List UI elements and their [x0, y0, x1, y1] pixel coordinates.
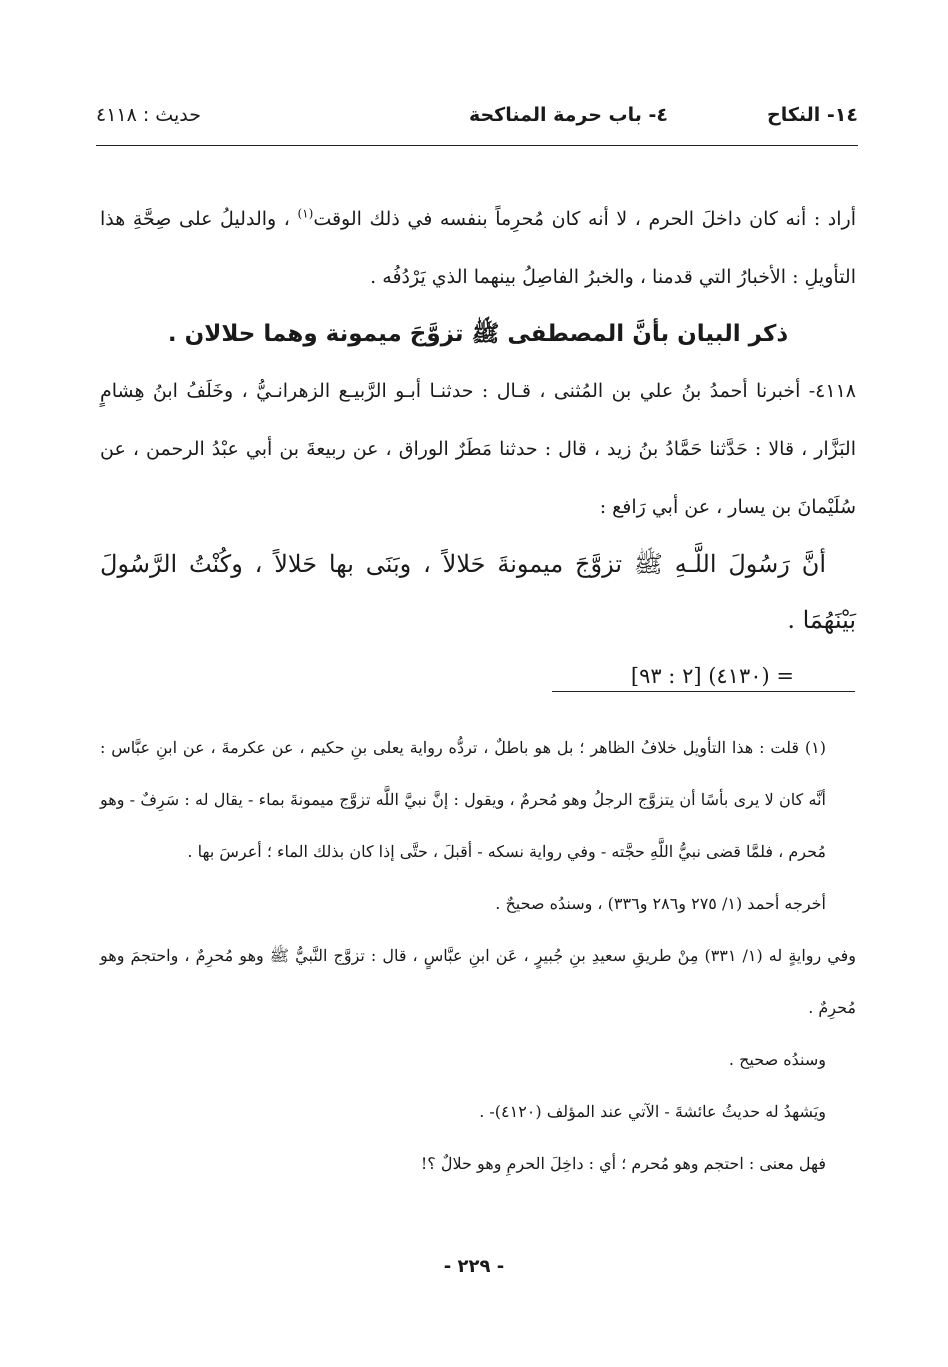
section-title: ٤- باب حرمة المناكحة: [468, 104, 668, 126]
running-header: [96, 100, 858, 140]
intro-text: أراد : أنه كان داخلَ الحرم ، لا أنه كان مُحرِماً بنفسه في ذلك الوقت: [313, 208, 856, 230]
cross-reference: = (٤١٣٠) [٢ : ٩٣]: [630, 664, 794, 688]
hadith-matn: أنَّ رَسُولَ اللَّـهِ ﷺ تزوَّجَ ميمونةَ حَلالاً ، وبَنَى بها حَلالاً ، وكُنْتُ الرَّسُولَ بَيْنَهُمَا .: [100, 550, 856, 634]
intro-continuation: ، والدليلُ على صِحَّةِ هذا التأويلِ : الأخبارُ التي قدمنا ، والخبرُ الفاصِلُ بينهما الذي يَرْدُفُه .: [100, 208, 856, 288]
page-number: - ٢٢٩ -: [443, 1256, 505, 1277]
footnotes-section: [100, 722, 856, 1190]
footnote-paragraph: أخرجه أحمد (١/ ٢٧٥ و٢٨٦ و٣٣٦) ، وسندُه صحيحٌ .: [495, 894, 826, 913]
isnad-paragraph: ٤١١٨- أخبرنا أحمدُ بنُ علي بن المُثنى ، قـال : حدثنـا أبـو الرَّبيـع الزهرانـيُّ ، وخَلَفُ ابنُ هِشامٍ البَزَّار ، قالا : حَدَّثنا حَمَّادُ بنُ زيد ، قال : حدثنا مَطَرٌ الوراق ، عن ربيعةَ بن أبي عبْدُ الرحمن ، عن سُلَيْمانَ بن يسار ، عن أبي رَافع :: [100, 380, 856, 518]
header-divider: [96, 145, 858, 146]
main-text: [100, 190, 856, 704]
footnote-divider: [552, 691, 855, 692]
footnote-paragraph: فهل معنى : احتجم وهو مُحرم ؛ أي : داخِلَ الحرمِ وهو حلالٌ ؟!: [420, 1154, 826, 1173]
intro-paragraph: [100, 190, 856, 306]
footnote-paragraph: (١) قلت : هذا التأويل خلافُ الظاهر ؛ بل هو باطلٌ ، تردُّه رواية يعلى بنِ حكيم ، عن عكرمةَ ، عن ابنِ عبَّاس : أنَّه كان لا يرى بأسًا أن يتزوَّج الرجلُ وهو مُحرمٌ ، ويقول : إنَّ نبيَّ اللَّه تزوَّج ميمونةَ بماء - يقال له : سَرِفٌ - وهو مُحرم ، فلمَّا قضى نبيُّ اللَّهِ حجَّته - وفي رواية نسكه - أقبلَ ، حتَّى إذا كان بذلك الماء ؛ أعرسَ بها .: [100, 738, 826, 861]
hadith-text: [100, 536, 856, 648]
chapter-heading: ذكر البيان بأنَّ المصطفى ﷺ تزوَّجَ ميمونة وهما حلالان .: [167, 321, 789, 347]
hadith-number: حديث : ٤١١٨: [96, 104, 201, 126]
footnote-paragraph: وفي روايةٍ له (١/ ٣٣١) مِنْ طريقِ سعيدِ بنِ جُبيرٍ ، عَن ابنِ عبَّاسٍ ، قال : تزوَّج النَّبيُّ ﷺ وهو مُحرِمٌ ، واحتجمَ وهو مُحرِمٌ .: [100, 946, 857, 1017]
footnote-paragraph: وسندُه صحيح .: [728, 1050, 826, 1069]
chapter-title: ١٤- النكاح: [767, 104, 858, 126]
footnote-marker[interactable]: (١): [297, 206, 314, 221]
footnote-paragraph: ويَشهدُ له حديثُ عائشةَ - الآتي عند المؤلف (٤١٢٠)- .: [479, 1102, 826, 1121]
